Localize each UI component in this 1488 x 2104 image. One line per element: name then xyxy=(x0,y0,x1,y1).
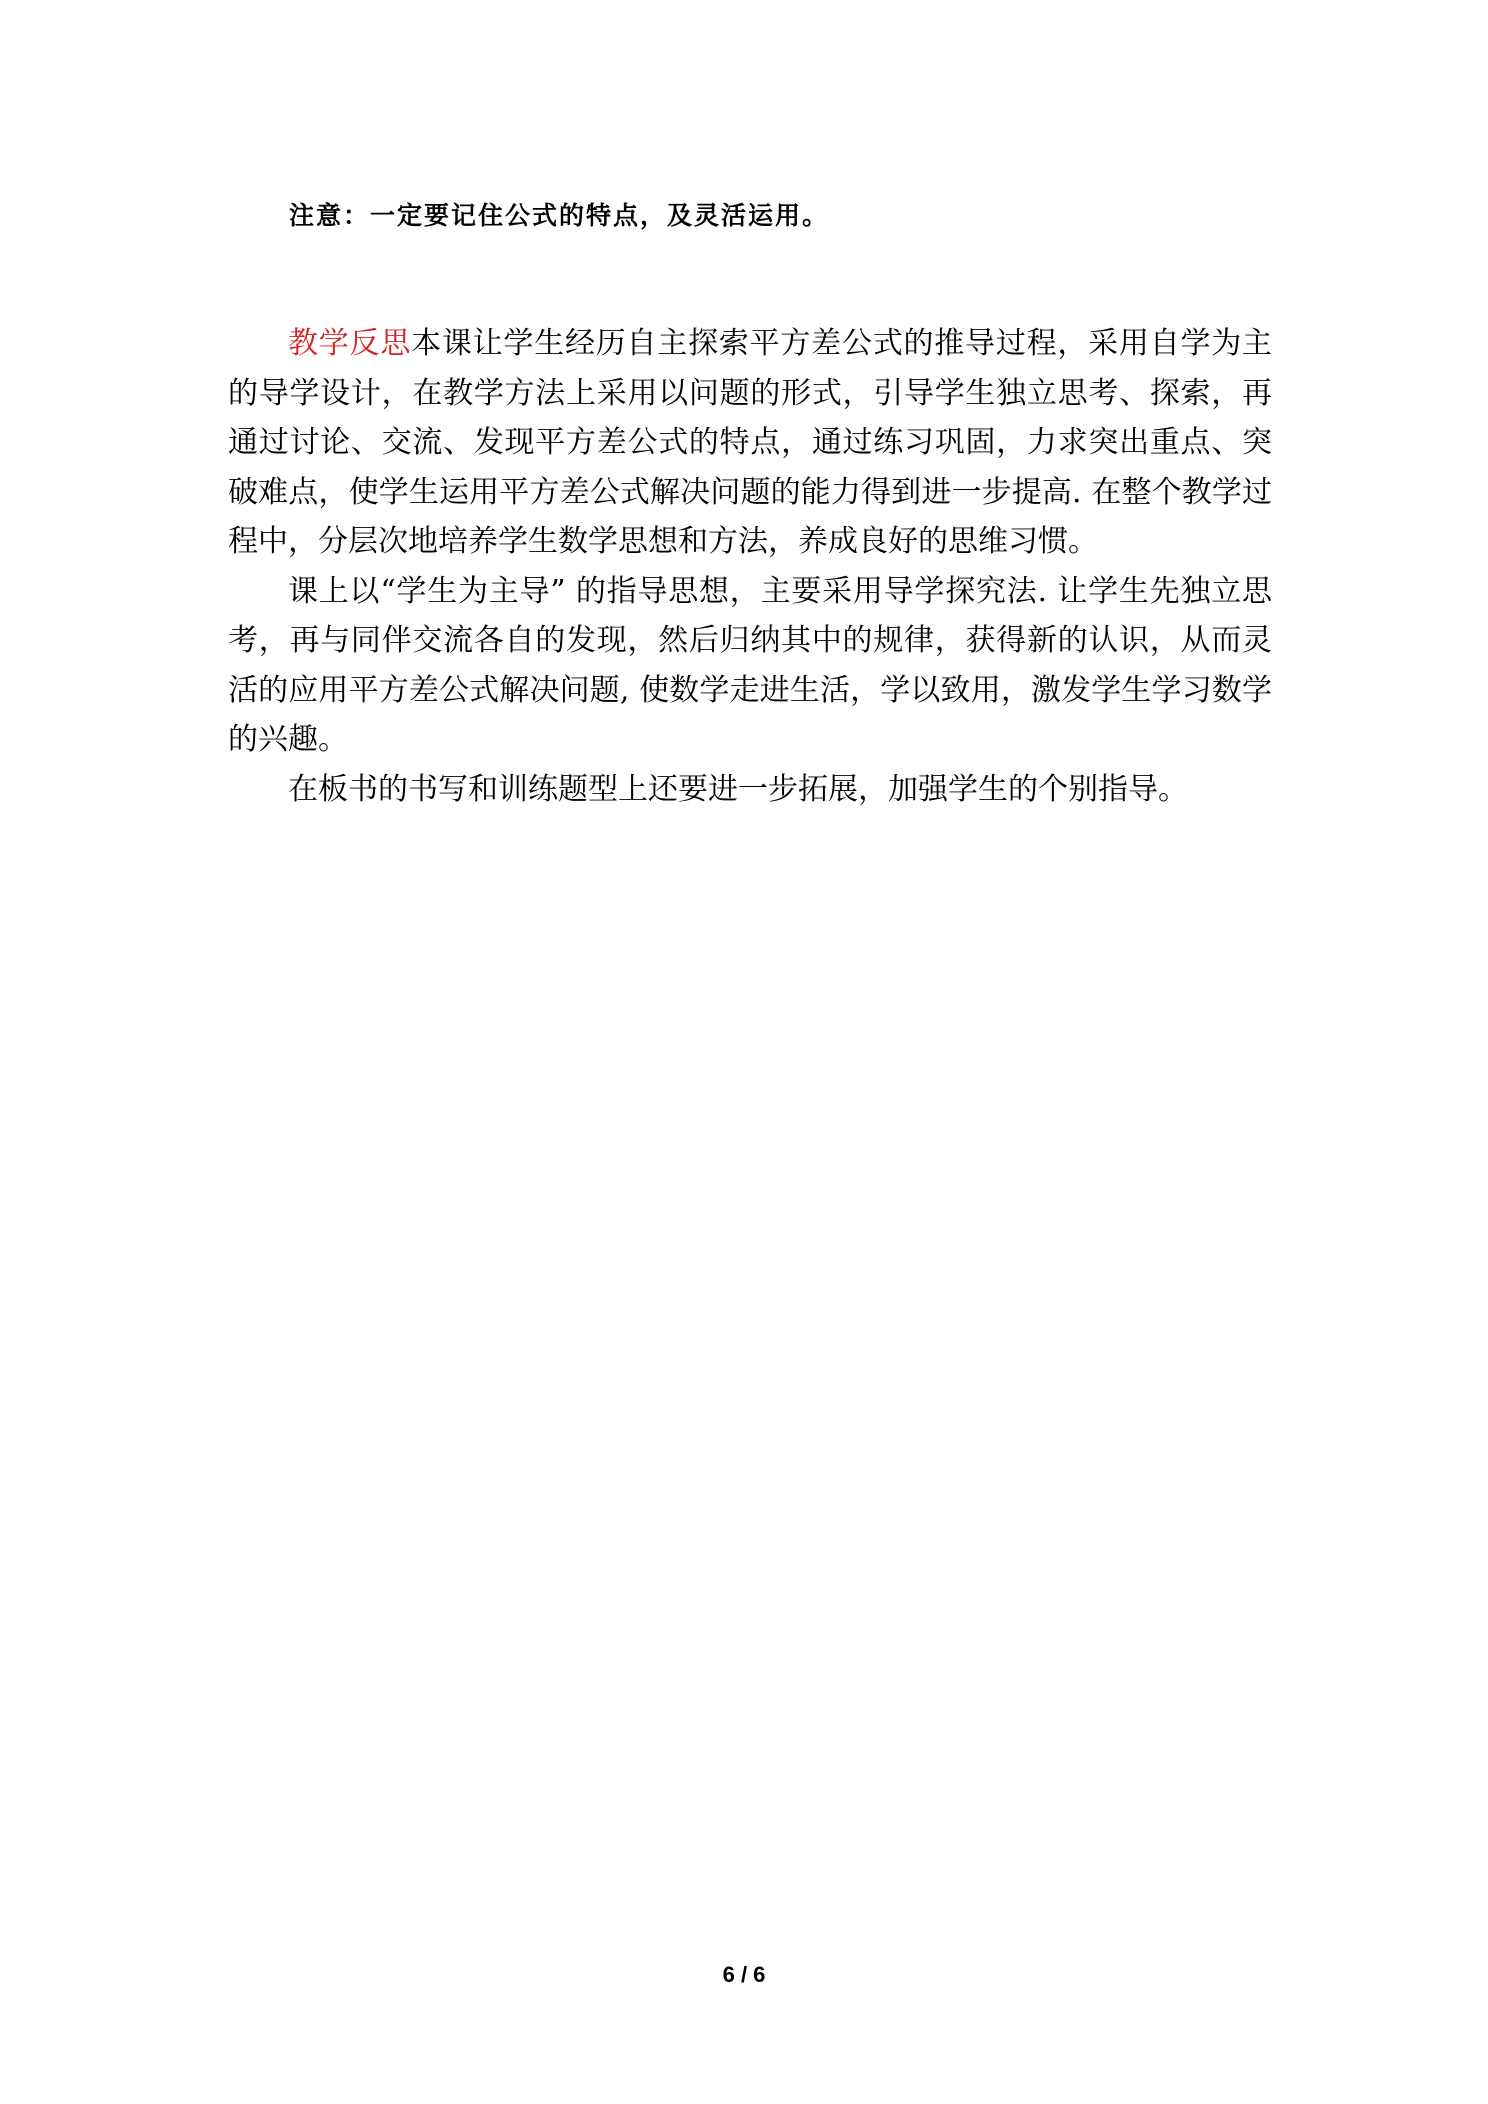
page-number: 6 / 6 xyxy=(722,1962,766,1987)
reflection-paragraph-1-text: 本课让学生经历自主探索平方差公式的推导过程，采用自学为主的导学设计，在教学方法上采用以问题的形式，引导学生独立思考、探索，再通过讨论、交流、发现平方差公式的特点，通过练习巩固，力求突出重点、突破难点，使学生运用平方差公式解决问题的能力得到进一步提高. 在整个教学过程中，分层次地培养学生数学思想和方法，养成良好的思维习惯。 xyxy=(228,326,1273,559)
reflection-section xyxy=(228,319,1272,814)
reflection-paragraph-2: 课上以“学生为主导” 的指导思想，主要采用导学探究法. 让学生先独立思考，再与同伴交流各自的发现，然后归纳其中的规律，获得新的认识，从而灵活的应用平方差公式解决问题, 使数学走进生活，学以致用，激发学生学习数学的兴趣。 xyxy=(228,573,1272,757)
reflection-paragraph-1 xyxy=(228,319,1272,567)
note-text: 注意：一定要记住公式的特点，及灵活运用。 xyxy=(289,201,830,230)
reflection-paragraph-3: 在板书的书写和训练题型上还要进一步拓展，加强学生的个别指导。 xyxy=(288,771,1188,807)
reflection-label: 教学反思 xyxy=(288,326,412,361)
